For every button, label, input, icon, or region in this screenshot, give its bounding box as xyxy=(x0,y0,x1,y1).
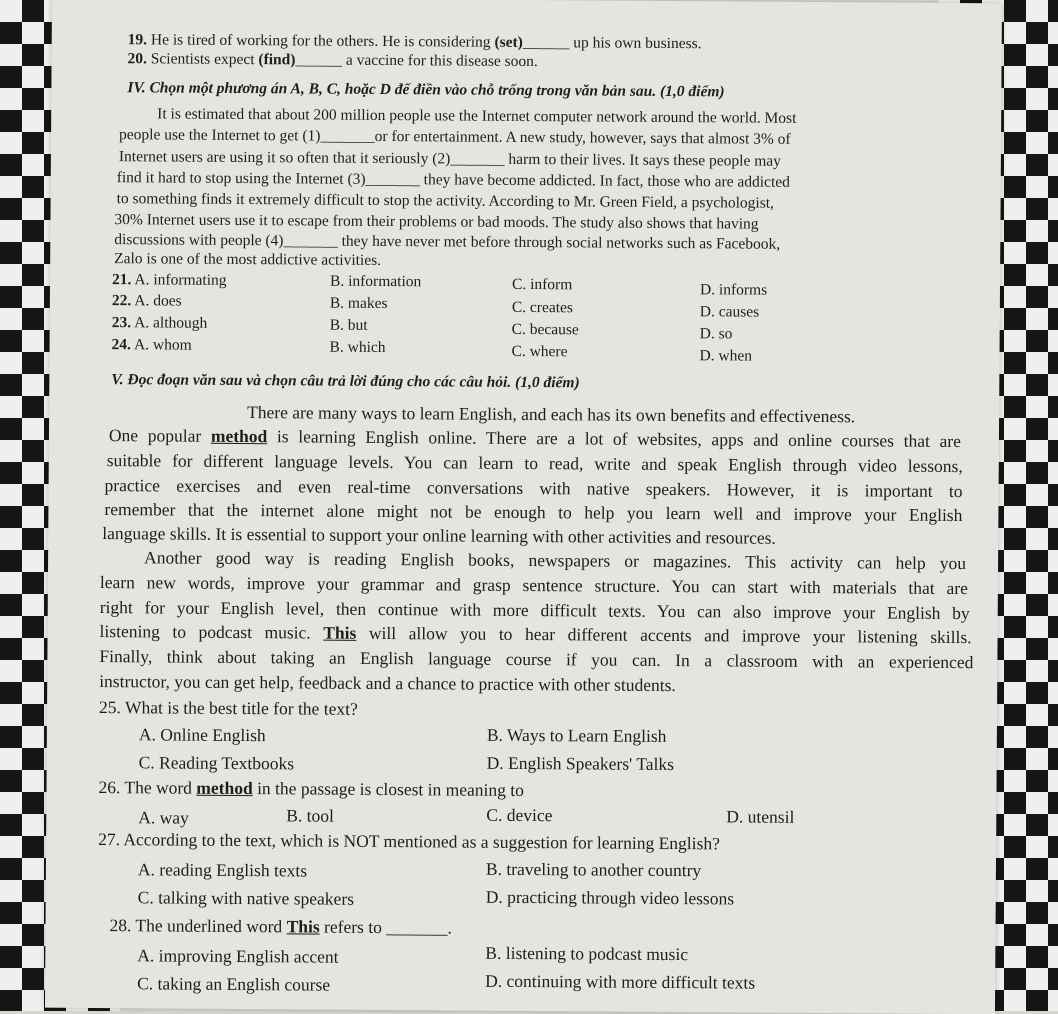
option[interactable]: C. talking with native speakers xyxy=(137,887,355,909)
option[interactable]: D. informs xyxy=(699,281,768,299)
underlined-method: method xyxy=(210,425,268,447)
question-28: 28. The underlined word This refers to _______. xyxy=(109,915,452,938)
option[interactable]: D. when xyxy=(699,347,753,365)
option[interactable]: A. way xyxy=(138,807,189,828)
underlined-method: method xyxy=(196,777,253,799)
cloze-line: people use the Internet to get (1)_______or for entertainment. A new study, however, says that almost 3% of xyxy=(118,126,791,148)
section-5-heading: V. Đọc đoạn văn sau và chọn câu trả lời đúng cho các câu hỏi. (1,0 điểm) xyxy=(111,371,580,392)
cloze-line: discussions with people (4)_______ they have never met before through social networks such as Facebook, xyxy=(114,231,781,253)
option[interactable]: C. device xyxy=(486,804,553,826)
passage-line: practice exercises and even real-time conversations with native speakers. However, it is important to xyxy=(104,475,963,502)
passage-line: right for your English level, then continue with more difficult texts. You can also improve your English by xyxy=(99,597,970,624)
option[interactable]: D. continuing with more difficult texts xyxy=(485,970,756,993)
worksheet-page xyxy=(45,0,1002,1014)
passage-line: Finally, think about taking an English language course if you can. In a classroom with an experienced xyxy=(99,646,974,673)
cloze-line: Internet users are using it so often that it seriously (2)_______ harm to their lives. It says these people may xyxy=(118,148,781,170)
section-4-heading: IV. Chọn một phương án A, B, C, hoặc D để điền vào chỗ trống trong văn bản sau. (1,0 điểm) xyxy=(127,79,725,101)
option[interactable]: B. information xyxy=(329,272,422,291)
option[interactable]: C. taking an English course xyxy=(137,973,331,995)
option[interactable]: D. utensil xyxy=(726,806,795,827)
option[interactable]: C. creates xyxy=(511,298,574,317)
option[interactable]: A. reading English texts xyxy=(137,859,308,881)
option[interactable]: B. Ways to Learn English xyxy=(486,724,667,746)
option-row-24: 24. A. whom xyxy=(111,336,192,354)
option[interactable]: B. tool xyxy=(286,805,335,826)
passage-line: instructor, you can get help, feedback and a chance to practice with other students. xyxy=(99,671,676,696)
underlined-this: This xyxy=(286,916,320,937)
option[interactable]: C. because xyxy=(511,320,579,339)
option[interactable]: A. improving English accent xyxy=(137,945,339,967)
option[interactable]: C. where xyxy=(511,342,568,361)
passage-line: There are many ways to learn English, and each has its own benefits and effectiveness. xyxy=(247,402,856,427)
cloze-line: Zalo is one of the most addictive activities. xyxy=(114,250,382,269)
option[interactable]: B. makes xyxy=(329,294,388,313)
passage-line: One popular method is learning English online. There are a lot of websites, apps and online courses that are xyxy=(108,425,962,452)
option[interactable]: C. Reading Textbooks xyxy=(138,752,295,774)
question-20: 20. Scientists expect (find)______ a vaccine for this disease soon. xyxy=(127,50,538,71)
option-row-23: 23. A. although xyxy=(111,314,208,332)
option[interactable]: D. so xyxy=(699,325,733,343)
passage-line: learn new words, improve your grammar and grasp sentence structure. You can start with materials that are xyxy=(99,572,968,599)
question-27: 27. According to the text, which is NOT mentioned as a suggestion for learning English? xyxy=(98,829,720,854)
option[interactable]: D. English Speakers' Talks xyxy=(486,752,675,775)
cloze-line: find it hard to stop using the Internet (3)_______ they have become addicted. In fact, those who are addicted xyxy=(116,169,790,191)
option[interactable]: B. traveling to another country xyxy=(485,858,702,881)
option[interactable]: B. which xyxy=(329,338,386,357)
passage-line: remember that the internet alone might not be enough to help you learn well and improve your English xyxy=(104,499,963,526)
option-row-22: 22. A. does xyxy=(111,292,182,310)
passage-line: Another good way is reading English books, newspapers or magazines. This activity can help you xyxy=(144,547,967,574)
cloze-line: to something finds it extremely difficult to stop the activity. According to Mr. Green Field, a psychologist, xyxy=(116,190,775,212)
option[interactable]: B. but xyxy=(329,316,368,334)
cloze-line: It is estimated that about 200 million people use the Internet computer network around the world. Most xyxy=(157,105,797,127)
option[interactable]: B. listening to podcast music xyxy=(485,942,689,965)
option[interactable]: D. causes xyxy=(699,303,760,321)
passage-line: suitable for different language levels. You can learn to read, write and speak English through video lessons, xyxy=(106,450,963,477)
option[interactable]: D. practicing through video lessons xyxy=(485,886,735,909)
question-26: 26. The word method in the passage is closest in meaning to xyxy=(98,777,525,800)
cloze-line: 30% Internet users use it to escape from their problems or bad moods. The study also shows that having xyxy=(114,211,759,233)
passage-line: listening to podcast music. This will allow you to hear different accents and improve your listening skills. xyxy=(99,621,972,648)
question-19: 19. He is tired of working for the others. He is considering (set)______ up his own business. xyxy=(127,31,702,53)
option[interactable]: C. inform xyxy=(511,275,573,294)
underlined-this: This xyxy=(323,622,357,643)
option[interactable]: A. Online English xyxy=(138,724,266,746)
passage-line: language skills. It is essential to support your online learning with other activities and resources. xyxy=(102,523,776,548)
option-row-21: 21. A. informating xyxy=(111,271,227,289)
question-25: 25. What is the best title for the text? xyxy=(98,697,358,719)
